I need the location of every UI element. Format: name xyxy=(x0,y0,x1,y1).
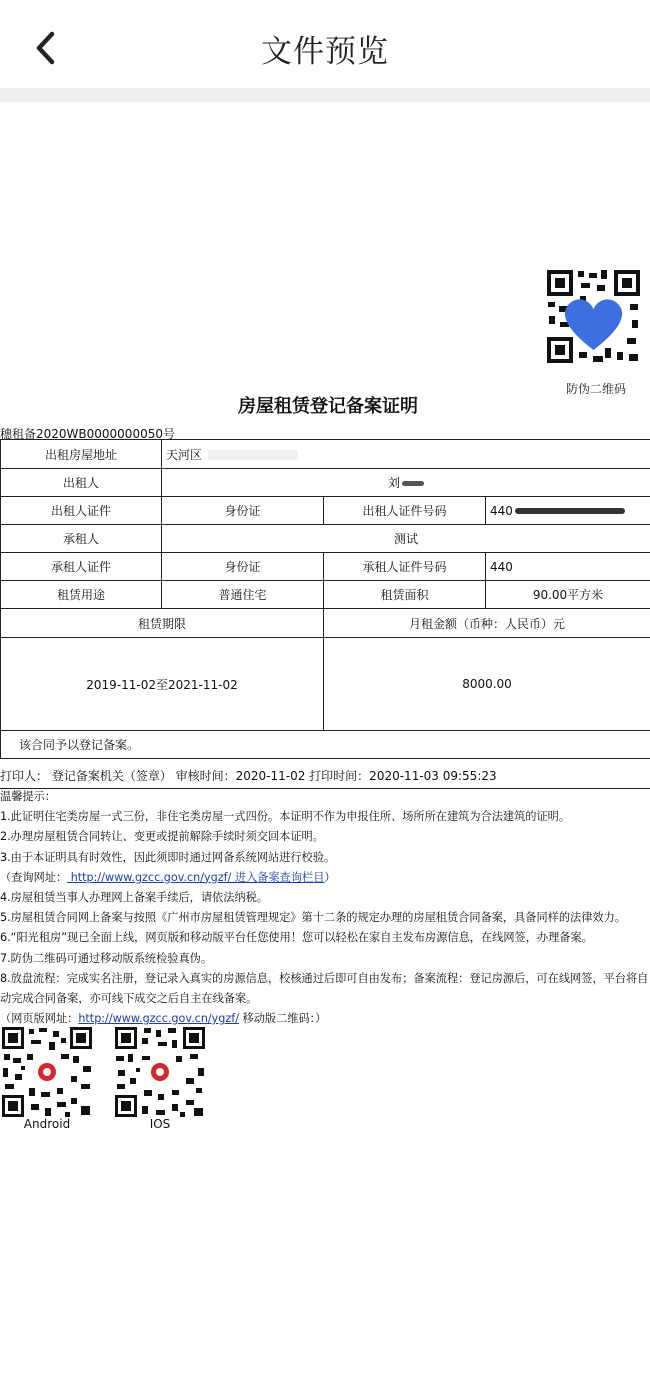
rent-label: 月租金额（币种：人民币）元 xyxy=(324,609,650,638)
lessor-cert-no-label: 出租人证件号码 xyxy=(324,497,486,525)
divider-strip xyxy=(0,88,650,102)
android-qr-code xyxy=(1,1026,93,1118)
web-line: （网页版网址：http://www.gzcc.gov.cn/ygzf/ 移动版二维码：） xyxy=(0,1012,327,1026)
tip-line: 2.办理房屋租赁合同转让、变更或提前解除手续时须交回本证明。 xyxy=(0,830,324,844)
period-value: 2019-11-02至2021-11-02 xyxy=(1,638,324,731)
tip-line: 4.房屋租赁当事人办理网上备案手续后，请依法纳税。 xyxy=(0,891,268,905)
redaction-mark xyxy=(402,481,424,486)
lessee-cert-no: 440 xyxy=(486,553,650,581)
document-preview[interactable] xyxy=(0,102,650,1373)
document-title: 房屋租赁登记备案证明 xyxy=(238,396,418,417)
redaction-mark xyxy=(515,508,625,514)
usage-value: 普通住宅 xyxy=(162,581,324,609)
query-link[interactable]: http://www.gzcc.gov.cn/ygzf/ 进入备案查询栏目 xyxy=(67,870,325,884)
lessor-cert-label: 出租人证件 xyxy=(1,497,162,525)
top-nav-bar xyxy=(0,0,650,88)
area-label: 租赁面积 xyxy=(324,581,486,609)
tip-line: 动完成合同备案，亦可线下成交之后自主在线备案。 xyxy=(0,992,258,1006)
registration-number: 穗租备2020WB0000000050号 xyxy=(0,427,175,441)
redaction-blur xyxy=(208,450,298,460)
record-table xyxy=(0,439,650,759)
rent-value: 8000.00 xyxy=(324,638,650,731)
tip-line: 1.此证明住宅类房屋一式三份，非住宅类房屋一式四份。本证明不作为申报住所、场所所在建筑为合法建筑的证明。 xyxy=(0,810,571,824)
tips-title: 温馨提示： xyxy=(0,790,56,803)
query-line: （查询网址： http://www.gzcc.gov.cn/ygzf/ 进入备案查询栏目） xyxy=(0,870,336,884)
registration-note: 该合同予以登记备案。 xyxy=(1,731,650,759)
tip-line: 8.放盘流程：完成实名注册，登记录入真实的房源信息，校核通过后即可自由发布；备案流程：登记房源后，可在线网签，平台将自 xyxy=(0,971,649,985)
ios-qr-code xyxy=(114,1026,206,1118)
lessee-value: 测试 xyxy=(162,525,650,553)
address-value: 天河区 xyxy=(162,440,650,469)
print-info-line: 打印人： 登记备案机关（签章） 审核时间：2020-11-02 打印时间：2020-11-03 09:55:23 xyxy=(0,769,497,783)
tip-line: 7.防伪二维码可通过移动版系统检验真伪。 xyxy=(0,951,213,965)
lessor-label: 出租人 xyxy=(1,469,162,497)
lessor-cert-no: 440 xyxy=(486,497,650,525)
ios-label: IOS xyxy=(149,1117,171,1131)
page-title: 文件预览 xyxy=(261,34,389,70)
tip-line: 3.由于本证明具有时效性，因此须即时通过网备系统网站进行校验。 xyxy=(0,850,336,864)
lessee-label: 承租人 xyxy=(1,525,162,553)
lessor-value: 刘 xyxy=(162,469,650,497)
period-label: 租赁期限 xyxy=(1,609,324,638)
lessee-cert-type: 身份证 xyxy=(162,553,324,581)
usage-label: 租赁用途 xyxy=(1,581,162,609)
qr-caption: 防伪二维码 xyxy=(565,382,626,396)
address-label: 出租房屋地址 xyxy=(1,440,162,469)
anti-counterfeit-qr-code xyxy=(545,268,642,365)
lessor-cert-type: 身份证 xyxy=(162,497,324,525)
lessee-cert-no-label: 承租人证件号码 xyxy=(324,553,486,581)
lessee-cert-label: 承租人证件 xyxy=(1,553,162,581)
tip-line: 5.房屋租赁合同网上备案与按照《广州市房屋租赁管理规定》第十二条的规定办理的房屋租赁合同备案，具备同样的法律效力。 xyxy=(0,911,626,925)
area-value: 90.00平方米 xyxy=(486,581,650,609)
web-link[interactable]: http://www.gzcc.gov.cn/ygzf/ xyxy=(78,1012,239,1026)
tip-line: 6.“阳光租房”现已全面上线，网页版和移动版平台任您使用！您可以轻松在家自主发布房源信息，在线网签，办理备案。 xyxy=(0,931,593,945)
tips-section xyxy=(0,787,650,1029)
android-label: Android xyxy=(23,1117,71,1131)
